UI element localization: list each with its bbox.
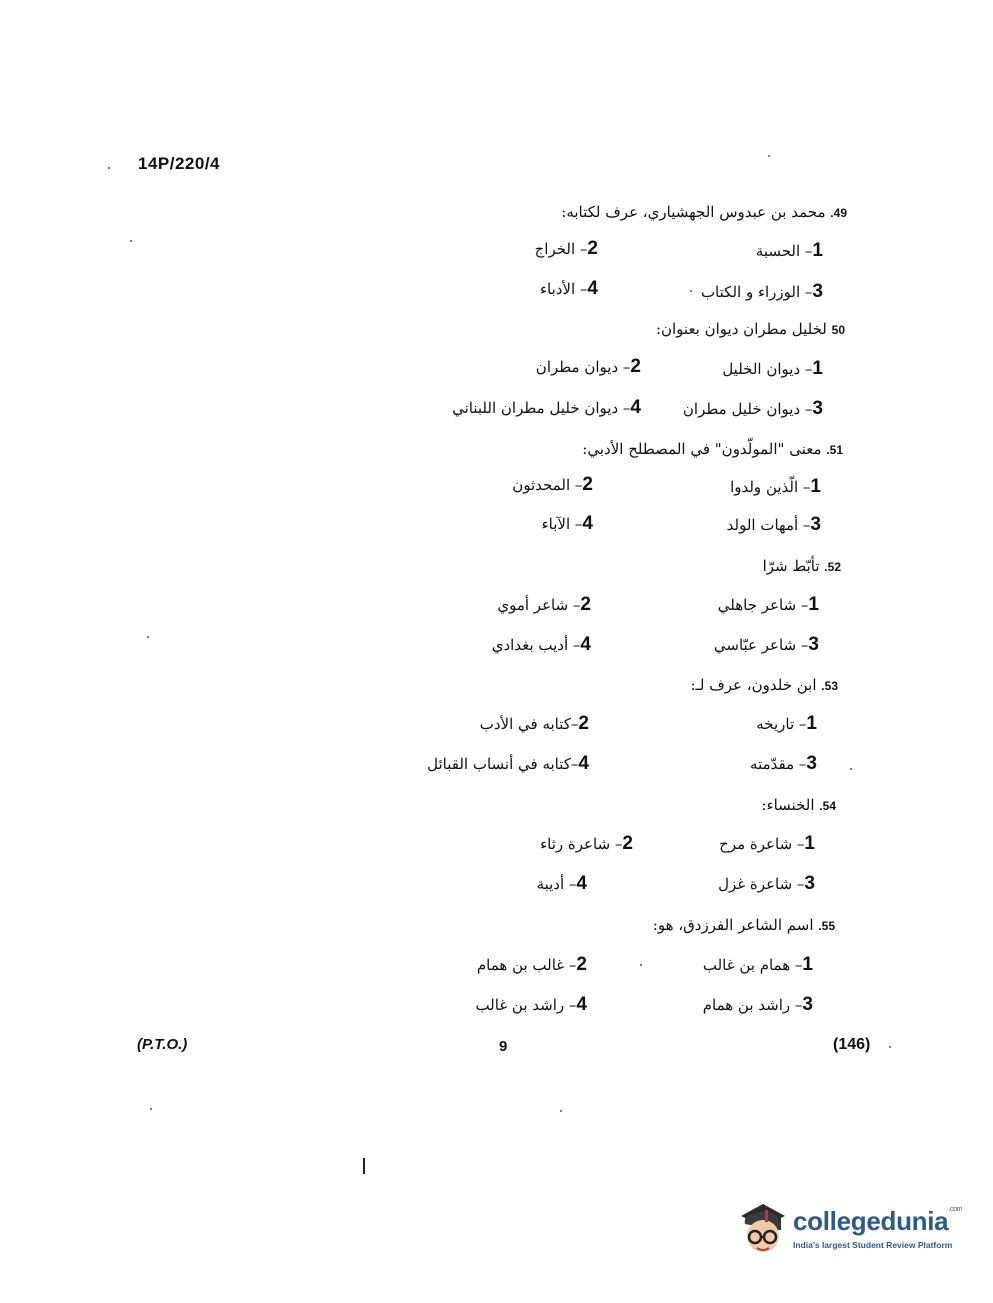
question-text: محمد بن عبدوس الجهشياري، عرف لكتابه: bbox=[561, 203, 826, 221]
option-49-1 bbox=[756, 240, 823, 262]
option-number: 4 bbox=[630, 397, 641, 418]
option-53-1 bbox=[756, 713, 817, 735]
scan-speck bbox=[640, 964, 642, 966]
option-52-4 bbox=[492, 634, 591, 656]
scan-speck bbox=[690, 290, 692, 292]
question-number: 52. bbox=[824, 560, 841, 574]
option-49-3 bbox=[701, 281, 823, 303]
option-50-2 bbox=[536, 356, 641, 378]
option-number: 3 bbox=[808, 634, 819, 655]
option-number: 1 bbox=[810, 476, 821, 497]
question-number: 54. bbox=[819, 799, 836, 813]
option-49-4 bbox=[540, 278, 598, 300]
option-text: – همام بن غالب bbox=[702, 956, 803, 974]
collegedunia-logo bbox=[735, 1196, 965, 1264]
mascot-icon bbox=[735, 1196, 791, 1264]
scan-speck bbox=[850, 768, 852, 770]
option-text: – شاعر جاهلي bbox=[717, 596, 809, 614]
option-number: 3 bbox=[802, 994, 813, 1015]
question-text: تأبّط شرّا bbox=[762, 557, 820, 575]
option-text: – شاعرة رثاء bbox=[540, 835, 623, 853]
option-text: –كتابه في الأدب bbox=[479, 715, 579, 733]
option-number: 3 bbox=[810, 514, 821, 535]
option-number: 2 bbox=[580, 594, 591, 615]
option-53-2 bbox=[480, 713, 589, 735]
paper-code: 14P/220/4 bbox=[138, 154, 221, 173]
question-51 bbox=[582, 440, 843, 458]
option-54-3 bbox=[718, 873, 815, 895]
option-55-2 bbox=[477, 954, 587, 976]
option-text: – شاعرة غزل bbox=[718, 875, 805, 893]
option-text: – ديوان الخليل bbox=[722, 360, 813, 378]
option-52-3 bbox=[714, 634, 819, 656]
option-number: 4 bbox=[578, 753, 589, 774]
question-54 bbox=[762, 796, 837, 814]
option-55-3 bbox=[703, 994, 813, 1016]
option-text: – الأدباء bbox=[539, 280, 588, 298]
question-53 bbox=[690, 676, 838, 694]
page-number: 9 bbox=[499, 1038, 508, 1055]
question-52 bbox=[763, 557, 841, 575]
option-text: – الّذين ولدوا bbox=[730, 478, 811, 496]
logo-brand: collegedunia bbox=[793, 1206, 949, 1236]
option-text: – ديوان مطران bbox=[535, 358, 631, 376]
scan-speck bbox=[147, 636, 149, 638]
option-number: 4 bbox=[582, 513, 593, 534]
option-text: – الآباء bbox=[541, 515, 583, 533]
option-number: 2 bbox=[578, 713, 589, 734]
option-49-2 bbox=[535, 238, 598, 260]
reference-number: (146) bbox=[833, 1036, 871, 1053]
logo-tagline: India's largest Student Review Platform bbox=[793, 1240, 953, 1250]
option-51-1 bbox=[730, 476, 821, 498]
option-55-4 bbox=[475, 994, 587, 1016]
question-number: 50 bbox=[831, 323, 845, 337]
question-text: لخليل مطران ديوان بعنوان: bbox=[655, 320, 827, 338]
pto-label: (P.T.O.) bbox=[137, 1036, 188, 1053]
option-text: – راشد بن غالب bbox=[475, 996, 577, 1014]
question-49 bbox=[561, 203, 847, 221]
option-text: – الخراج bbox=[534, 240, 588, 258]
logo-wordmark bbox=[793, 1206, 962, 1237]
question-number: 49. bbox=[830, 206, 847, 220]
option-text: – المحدثون bbox=[512, 476, 583, 494]
option-53-4 bbox=[427, 753, 589, 775]
scan-speck bbox=[768, 155, 770, 157]
option-number: 4 bbox=[576, 994, 587, 1015]
option-number: 2 bbox=[622, 833, 633, 854]
scan-speck bbox=[150, 1108, 152, 1110]
option-text: – مقدّمته bbox=[750, 755, 807, 773]
option-number: 4 bbox=[576, 873, 587, 894]
option-51-3 bbox=[727, 514, 821, 536]
scan-speck bbox=[130, 240, 132, 242]
option-text: – أمهات الولد bbox=[726, 516, 811, 534]
option-text: – ديوان خليل مطران bbox=[682, 400, 813, 418]
option-51-4 bbox=[542, 513, 593, 535]
option-52-1 bbox=[718, 594, 819, 616]
option-number: 4 bbox=[587, 278, 598, 299]
option-text: – أديب بغدادي bbox=[491, 636, 581, 654]
option-number: 1 bbox=[808, 594, 819, 615]
option-text: – تاريخه bbox=[756, 715, 807, 733]
option-number: 1 bbox=[804, 833, 815, 854]
question-text: اسم الشاعر الفرزدق، هو: bbox=[652, 916, 814, 934]
option-number: 3 bbox=[804, 873, 815, 894]
question-number: 55. bbox=[818, 919, 835, 933]
question-text: ابن خلدون، عرف لـ: bbox=[690, 676, 817, 694]
option-text: – شاعر عبّاسي bbox=[713, 636, 809, 654]
option-text: – غالب بن همام bbox=[476, 956, 577, 974]
option-50-4 bbox=[452, 397, 641, 419]
scan-speck bbox=[560, 1110, 562, 1112]
option-50-3 bbox=[683, 398, 823, 420]
option-54-4 bbox=[537, 873, 587, 895]
option-text: – شاعرة مرح bbox=[719, 835, 805, 853]
option-number: 1 bbox=[802, 954, 813, 975]
question-number: 53. bbox=[821, 679, 838, 693]
question-50 bbox=[656, 320, 845, 338]
option-number: 2 bbox=[576, 954, 587, 975]
option-text: – أديبة bbox=[536, 875, 577, 893]
question-text: معنى "المولّدون" في المصطلح الأدبي: bbox=[582, 440, 822, 458]
option-text: – شاعر أموي bbox=[497, 596, 581, 614]
option-53-3 bbox=[750, 753, 817, 775]
option-text: – ديوان خليل مطران اللبناني bbox=[452, 399, 631, 417]
scan-speck bbox=[889, 1046, 891, 1048]
option-text: – الحسبة bbox=[755, 242, 813, 260]
option-55-1 bbox=[703, 954, 813, 976]
option-text: – الوزراء و الكتاب bbox=[700, 283, 813, 301]
option-number: 4 bbox=[580, 634, 591, 655]
option-number: 1 bbox=[812, 358, 823, 379]
option-54-2 bbox=[540, 833, 633, 855]
scan-mark bbox=[363, 1158, 365, 1174]
option-52-2 bbox=[497, 594, 591, 616]
option-number: 1 bbox=[812, 240, 823, 261]
logo-domain-suffix: .com bbox=[948, 1206, 963, 1213]
option-number: 3 bbox=[812, 281, 823, 302]
question-text: الخنساء: bbox=[761, 796, 815, 814]
option-51-2 bbox=[512, 474, 593, 496]
option-number: 2 bbox=[587, 238, 598, 259]
option-50-1 bbox=[722, 358, 823, 380]
option-number: 2 bbox=[582, 474, 593, 495]
question-55 bbox=[653, 916, 835, 934]
option-number: 2 bbox=[630, 356, 641, 377]
question-number: 51. bbox=[826, 443, 843, 457]
scan-speck bbox=[108, 167, 110, 169]
option-number: 3 bbox=[812, 398, 823, 419]
option-number: 1 bbox=[806, 713, 817, 734]
option-text: –كتابه في أنساب القبائل bbox=[427, 755, 579, 773]
option-54-1 bbox=[719, 833, 815, 855]
option-text: – راشد بن همام bbox=[702, 996, 803, 1014]
option-number: 3 bbox=[806, 753, 817, 774]
